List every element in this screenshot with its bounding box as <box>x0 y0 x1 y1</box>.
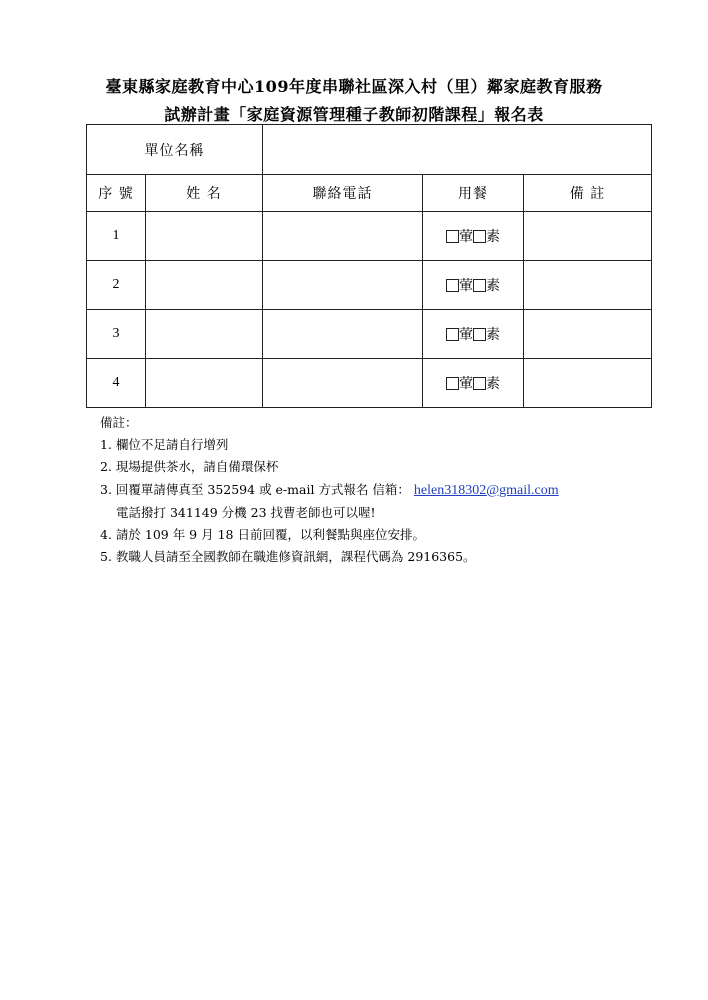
meat-checkbox[interactable] <box>446 377 459 390</box>
registration-table <box>86 124 652 408</box>
table-row <box>87 261 652 310</box>
row-seq: 4 <box>87 359 146 408</box>
row-remark-field[interactable] <box>524 261 652 310</box>
veg-option-label: 素 <box>486 327 500 343</box>
note-item-3-continued: 電話撥打 341149 分機 23 找曹老師也可以喔! <box>116 504 376 520</box>
table-row <box>87 212 652 261</box>
header-meal-label: 用餐 <box>458 186 488 202</box>
veg-checkbox[interactable] <box>473 328 486 341</box>
meat-option-label: 葷 <box>459 327 473 343</box>
row-name-field[interactable] <box>146 310 263 359</box>
row-meal-options <box>423 212 524 261</box>
table-row <box>87 310 652 359</box>
meat-checkbox[interactable] <box>446 328 459 341</box>
veg-option-label: 素 <box>486 229 500 245</box>
table-row <box>87 359 652 408</box>
row-phone-field[interactable] <box>263 359 423 408</box>
header-name <box>146 175 263 212</box>
email-link[interactable]: helen318302@gmail.com <box>413 482 559 498</box>
veg-checkbox[interactable] <box>473 377 486 390</box>
row-phone-field[interactable] <box>263 310 423 359</box>
row-seq: 1 <box>87 212 146 261</box>
veg-checkbox[interactable] <box>473 230 486 243</box>
note-item-4: 4. 請於 109 年 9 月 18 日前回覆，以利餐點與座位安排。 <box>100 527 425 543</box>
row-seq: 2 <box>87 261 146 310</box>
meat-option-label: 葷 <box>459 278 473 294</box>
form-title-line1: 臺東縣家庭教育中心109年度串聯社區深入村（里）鄰家庭教育服務 <box>105 77 603 96</box>
row-meal-options <box>423 261 524 310</box>
row-remark-field[interactable] <box>524 359 652 408</box>
row-meal-options <box>423 310 524 359</box>
note-item-1: 1. 欄位不足請自行增列 <box>100 437 229 453</box>
row-remark-field[interactable] <box>524 310 652 359</box>
header-meal <box>423 175 524 212</box>
header-phone-label: 聯絡電話 <box>312 186 373 202</box>
row-meal-options <box>423 359 524 408</box>
meat-checkbox[interactable] <box>446 230 459 243</box>
row-phone-field[interactable] <box>263 212 423 261</box>
note-item-2: 2. 現場提供茶水，請自備環保杯 <box>100 459 279 475</box>
row-phone-field[interactable] <box>263 261 423 310</box>
header-seq <box>87 175 146 212</box>
header-remark <box>524 175 652 212</box>
note-item-3-text: 3. 回覆單請傳真至 352594 或 e-mail 方式報名 信箱： <box>100 481 410 497</box>
note-item-3 <box>100 479 559 502</box>
veg-checkbox[interactable] <box>473 279 486 292</box>
row-remark-field[interactable] <box>524 212 652 261</box>
header-remark-label: 備 註 <box>569 186 606 202</box>
note-item-5: 5. 教職人員請至全國教師在職進修資訊網，課程代碼為 2916365。 <box>100 549 476 565</box>
row-name-field[interactable] <box>146 261 263 310</box>
notes-heading: 備註： <box>100 415 138 430</box>
header-phone <box>263 175 423 212</box>
meat-option-label: 葷 <box>459 376 473 392</box>
form-title-line2: 試辦計畫「家庭資源管理種子教師初階課程」報名表 <box>164 105 544 124</box>
veg-option-label: 素 <box>486 376 500 392</box>
header-row <box>87 175 652 212</box>
row-seq: 3 <box>87 310 146 359</box>
unit-name-label: 單位名稱 <box>87 125 263 175</box>
header-seq-label: 序 號 <box>98 186 134 202</box>
notes-section <box>100 412 559 568</box>
row-name-field[interactable] <box>146 359 263 408</box>
meat-option-label: 葷 <box>459 229 473 245</box>
unit-name-field[interactable] <box>263 125 652 175</box>
meat-checkbox[interactable] <box>446 279 459 292</box>
header-name-label: 姓 名 <box>186 186 222 202</box>
veg-option-label: 素 <box>486 278 500 294</box>
row-name-field[interactable] <box>146 212 263 261</box>
unit-row <box>87 125 652 175</box>
